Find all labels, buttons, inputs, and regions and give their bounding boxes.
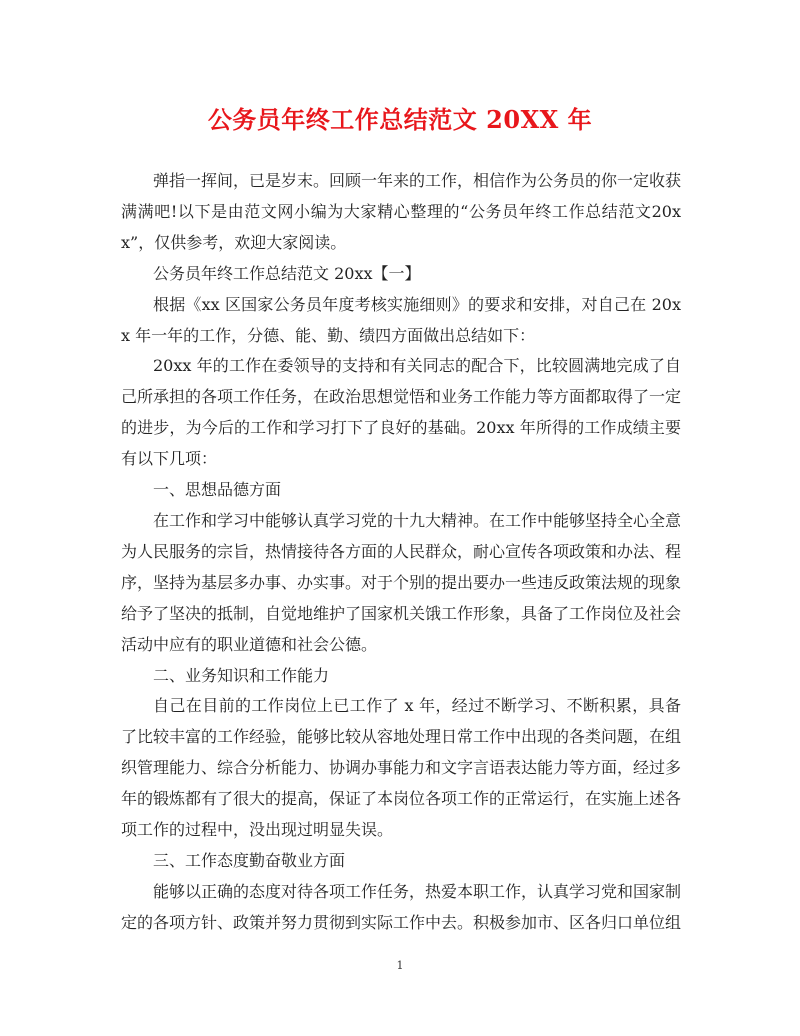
paragraph: 根据《xx 区国家公务员年度考核实施细则》的要求和安排，对自己在 20xx 年一年的工作，分德、能、勤、绩四方面做出总结如下： bbox=[121, 294, 681, 345]
subheading-attitude: 三、工作态度勤奋敬业方面 bbox=[153, 850, 346, 870]
paragraph: 自己在目前的工作岗位上已工作了 x 年，经过不断学习、不断积累，具备了比较丰富的工作经验，能够比较从容地处理日常工作中出现的各类问题，在组织管理能力、综合分析能力、协调办事能力和文字言语表达能力等方面，经过多年的锻炼都有了很大的提高，保证了本岗位各项工作的正常运行，在实施上述各项工作的过程中，没出现过明显失误。 bbox=[121, 696, 682, 840]
section-heading-part-one: 公务员年终工作总结范文 20xx【一】 bbox=[153, 263, 421, 283]
paragraph-intro: 弹指一挥间，已是岁末。回顾一年来的工作，相信作为公务员的你一定收获满满吧!以下是由范文网小编为大家精心整理的“公务员年终工作总结范文20xx”，仅供参考，欢迎大家阅读。 bbox=[121, 171, 682, 252]
document-body bbox=[121, 166, 681, 939]
subheading-ideology: 一、思想品德方面 bbox=[153, 480, 282, 500]
paragraph: 20xx 年的工作在委领导的支持和有关同志的配合下，比较圆满地完成了自己所承担的各项工作任务，在政治思想觉悟和业务工作能力等方面都取得了一定的进步，为今后的工作和学习打下了良好的基础。20xx 年所得的工作成绩主要有以下几项： bbox=[121, 356, 682, 469]
paragraph: 在工作和学习中能够认真学习党的十九大精神。在工作中能够坚持全心全意为人民服务的宗旨，热情接待各方面的人民群众，耐心宣传各项政策和办法、程序，坚持为基层多办事、办实事。对于个别的提出要办一些违反政策法规的现象给予了坚决的抵制，自觉地维护了国家机关饿工作形象，具备了工作岗位及社会活动中应有的职业道德和社会公德。 bbox=[121, 510, 682, 654]
subheading-skills: 二、业务知识和工作能力 bbox=[153, 665, 330, 685]
page-number: 1 bbox=[396, 959, 404, 972]
document-title: 公务员年终工作总结范文 20XX 年 bbox=[207, 105, 593, 134]
paragraph: 能够以正确的态度对待各项工作任务，热爱本职工作，认真学习党和国家制定的各项方针、政策并努力贯彻到实际工作中去。积极参加市、区各归口单位组 bbox=[121, 881, 682, 932]
